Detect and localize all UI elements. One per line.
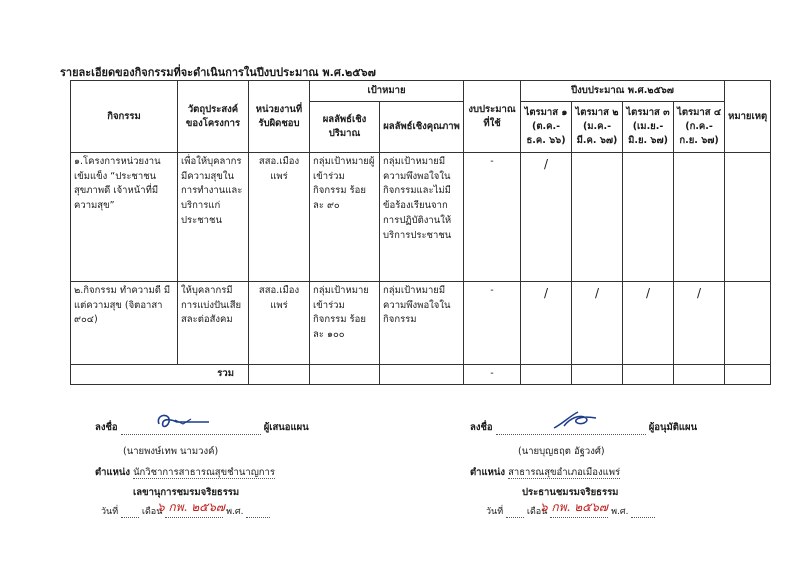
table-header-row xyxy=(71,81,771,102)
proposer-date-label: วันที่ xyxy=(101,507,119,517)
cell-quantity: กลุ่มเป้าหมายเข้าร่วมกิจกรรม ร้อยละ ๑๐๐ xyxy=(310,282,380,365)
header-activity: กิจกรรม xyxy=(71,81,178,153)
header-q2: ไตรมาส ๒ (ม.ค.-มี.ค. ๖๗) xyxy=(572,102,623,153)
approver-date-label: วันที่ xyxy=(486,507,504,517)
header-target-quantity: ผลลัพธ์เชิงปริมาณ xyxy=(310,102,380,153)
proposer-position: นักวิชาการสาธารณสุขชำนาญการ xyxy=(133,467,275,478)
proposer-month-label: เดือน xyxy=(141,507,163,517)
cell-remarks xyxy=(725,282,771,365)
approver-sign-label: ลงชื่อ xyxy=(470,422,493,433)
cell-objective: ให้บุคลากรมีการแบ่งปันเสียสละต่อสังคม xyxy=(178,282,249,365)
approver-position: สาธารณสุขอำเภอเมืองแพร่ xyxy=(508,467,621,478)
cell-q3: / xyxy=(623,282,674,365)
header-remarks: หมายเหตุ xyxy=(725,81,771,153)
cell-quality: กลุ่มเป้าหมายมีความพึงพอใจในกิจกรรมและไม่มีข้อร้องเรียนจากการปฏิบัติงานให้บริการประชาชน xyxy=(380,153,464,282)
header-q1: ไตรมาส ๑ (ต.ค.-ธ.ค. ๖๖) xyxy=(521,102,572,153)
cell-objective: เพื่อให้บุคลากรมีความสุขในการทำงานและบริการแก่ประชาชน xyxy=(178,153,249,282)
approver-name: (นายบุญธฤต อัฐวงศ์) xyxy=(518,446,605,457)
proposer-position-label: ตำแหน่ง xyxy=(95,467,131,478)
cell-unit: สสอ.เมืองแพร่ xyxy=(249,282,310,365)
proposer-name: (นายพงษ์เทพ นามวงค์) xyxy=(123,446,219,457)
proposer-year-label: พ.ศ. xyxy=(226,507,244,517)
approver-org-role: ประธานชมรมจริยธรรม xyxy=(522,487,619,498)
header-objective: วัตถุประสงค์ของโครงการ xyxy=(178,81,249,153)
header-fiscal-year: ปีงบประมาณ พ.ศ.๒๕๖๗ xyxy=(521,81,725,102)
approver-year-label: พ.ศ. xyxy=(611,507,629,517)
cell-q2 xyxy=(572,153,623,282)
table-row xyxy=(71,153,771,282)
table-total-row xyxy=(71,365,771,385)
total-budget: - xyxy=(464,365,521,385)
proposer-role: ผู้เสนอแผน xyxy=(263,422,309,433)
cell-q3 xyxy=(623,153,674,282)
proposer-sign-label: ลงชื่อ xyxy=(95,422,118,433)
proposer-signature-image xyxy=(153,410,213,437)
activity-table xyxy=(70,80,771,385)
approver-month-label: เดือน xyxy=(526,507,548,517)
cell-budget: - xyxy=(464,153,521,282)
header-q4: ไตรมาส ๔ (ก.ค.-ก.ย. ๖๗) xyxy=(674,102,725,153)
cell-q4 xyxy=(674,153,725,282)
cell-remarks xyxy=(725,153,771,282)
document-title: รายละเอียดของกิจกรรมที่จะดำเนินการในปีงบประมาณ พ.ศ.๒๕๖๗ xyxy=(60,66,376,79)
header-unit: หน่วยงานที่รับผิดชอบ xyxy=(249,81,310,153)
cell-activity: ๑.โครงการหน่วยงานเข้มแข็ง “ประชาชนสุขภาพดี เจ้าหน้าที่มีความสุข” xyxy=(71,153,178,282)
header-target: เป้าหมาย xyxy=(310,81,464,102)
cell-q1: / xyxy=(521,282,572,365)
proposer-org-role: เลขานุการชมรมจริยธรรม xyxy=(133,487,240,498)
approver-signature-image xyxy=(550,408,600,437)
cell-q1: / xyxy=(521,153,572,282)
cell-activity: ๒.กิจกรรม ทำความดี มีแต่ความสุข (จิตอาสา ๙๐๔) xyxy=(71,282,178,365)
cell-quality: กลุ่มเป้าหมายมีความพึงพอใจในกิจกรรม xyxy=(380,282,464,365)
approver-signature-block xyxy=(470,420,750,518)
table-row xyxy=(71,282,771,365)
approver-date-handwritten: ๖ กพ. ๒๕๖๗ xyxy=(540,500,608,514)
header-target-quality: ผลลัพธ์เชิงคุณภาพ xyxy=(380,102,464,153)
cell-q2: / xyxy=(572,282,623,365)
approver-position-label: ตำแหน่ง xyxy=(470,467,506,478)
cell-quantity: กลุ่มเป้าหมายผู้เข้าร่วมกิจกรรม ร้อยละ ๙๐ xyxy=(310,153,380,282)
approver-role: ผู้อนุมัติแผน xyxy=(648,422,698,433)
header-q3: ไตรมาส ๓ (เม.ย.-มิ.ย. ๖๗) xyxy=(623,102,674,153)
cell-q4: / xyxy=(674,282,725,365)
cell-budget: - xyxy=(464,282,521,365)
total-label: รวม xyxy=(71,365,249,385)
proposer-date-handwritten: ๖ กพ. ๒๕๖๗ xyxy=(157,500,225,514)
header-budget: งบประมาณที่ใช้ xyxy=(464,81,521,153)
cell-unit: สสอ.เมืองแพร่ xyxy=(249,153,310,282)
proposer-signature-block xyxy=(95,420,355,518)
